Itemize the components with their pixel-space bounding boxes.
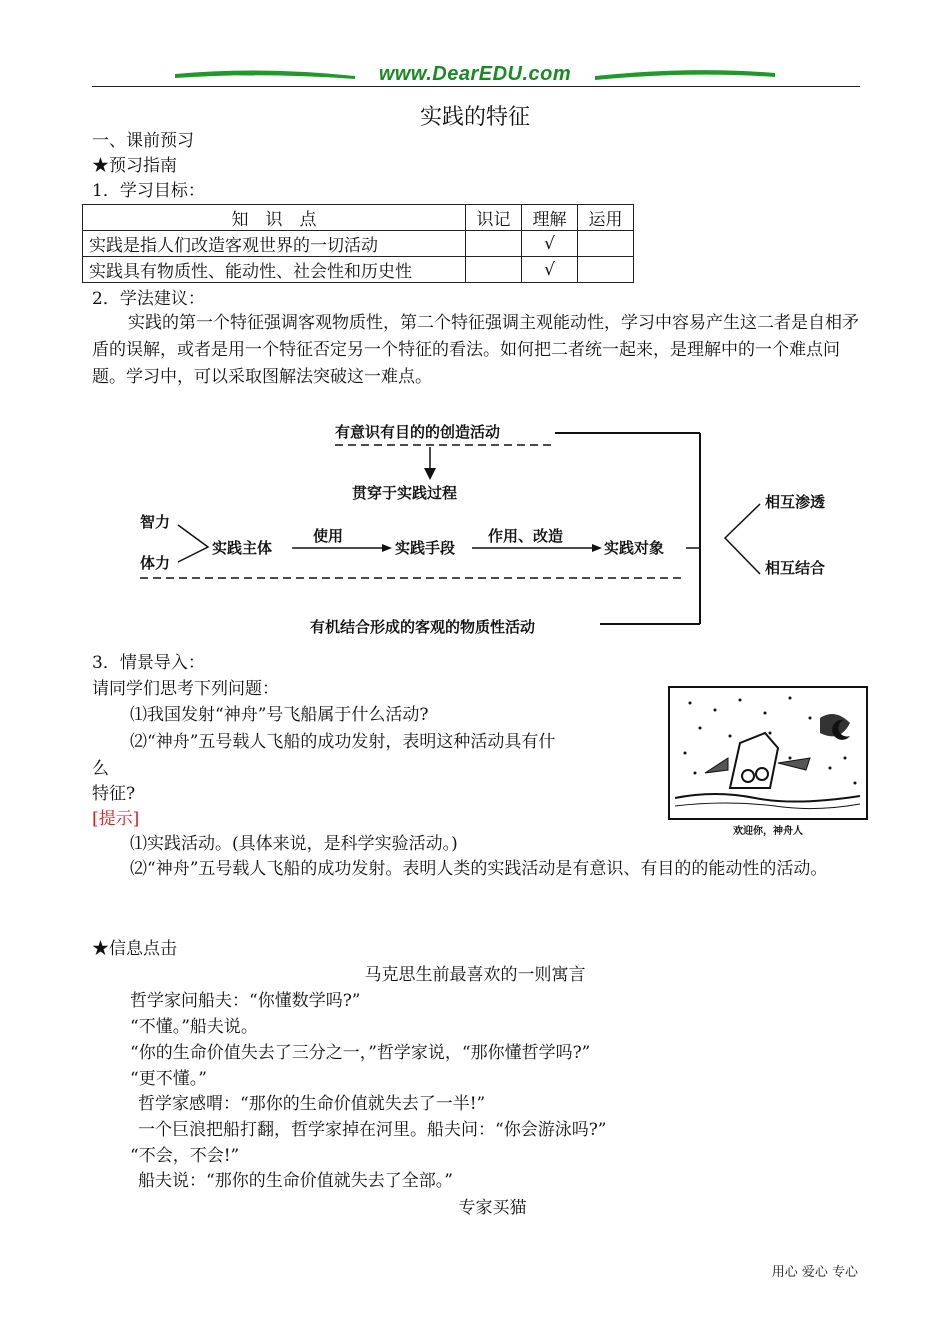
cartoon-drawing-icon bbox=[670, 688, 866, 818]
site-url[interactable]: www.DearEDU.com bbox=[378, 63, 572, 85]
apply-cell bbox=[578, 257, 634, 283]
remember-cell bbox=[466, 257, 522, 283]
diagram-mutual1-label: 相互渗透 bbox=[765, 493, 826, 511]
header-cell: 识记 bbox=[466, 205, 522, 231]
story-title: 马克思生前最喜欢的一则寓言 bbox=[364, 965, 586, 985]
diagram-use-label: 使用 bbox=[313, 527, 344, 545]
question-2: ⑵“神舟”五号载人飞船的成功发射，表明这种活动具有什 bbox=[130, 732, 556, 752]
shenzhou-cartoon-image bbox=[668, 686, 868, 820]
right-arrow-icon bbox=[382, 544, 392, 552]
story-line: 哲学家感喟：“那你的生命价值就失去了一半!” bbox=[138, 1094, 486, 1114]
hint-label: [提示] bbox=[92, 809, 140, 829]
knowledge-point: 实践具有物质性、能动性、社会性和历史性 bbox=[83, 257, 466, 283]
bracket-line bbox=[178, 525, 208, 562]
diagram-zhili-label: 智力 bbox=[140, 513, 171, 531]
answer-1: ⑴实践活动。(具体来说，是科学实验活动。) bbox=[130, 834, 458, 854]
header-rule bbox=[92, 86, 860, 87]
diagram-object-label: 实践对象 bbox=[604, 539, 665, 557]
understand-cell: √ bbox=[522, 257, 578, 283]
diagram-act-label: 作用、改造 bbox=[488, 527, 564, 545]
header-cell: 理解 bbox=[522, 205, 578, 231]
diagram-subject-label: 实践主体 bbox=[212, 539, 273, 557]
table-header-row bbox=[83, 205, 634, 231]
story-line: 一个巨浪把船打翻，哲学家掉在河里。船夫问：“你会游泳吗?” bbox=[138, 1120, 607, 1140]
down-arrow-icon bbox=[424, 468, 436, 480]
story-line: “更不懂。” bbox=[130, 1069, 207, 1089]
method-label: 2．学法建议： bbox=[92, 289, 205, 309]
section-heading: 一、课前预习 bbox=[92, 131, 194, 151]
scenario-label: 3．情景导入： bbox=[92, 653, 205, 673]
question-2-end: 特征? bbox=[92, 784, 136, 804]
goals-table bbox=[82, 204, 634, 283]
page-footer: 用心 爱心 专心 bbox=[771, 1265, 858, 1280]
story-line: 哲学家问船夫：“你懂数学吗?” bbox=[130, 991, 361, 1011]
info-heading: ★信息点击 bbox=[92, 939, 177, 959]
next-story-title: 专家买猫 bbox=[458, 1198, 527, 1218]
goals-label: 1．学习目标： bbox=[92, 181, 205, 201]
answer-2: ⑵“神舟”五号载人飞船的成功发射。表明人类的实践活动是有意识、有目的的能动性的活动。 bbox=[130, 859, 828, 879]
story-line: “不懂。”船夫说。 bbox=[130, 1017, 258, 1037]
question-2-cont: 么 bbox=[92, 759, 109, 779]
table-row bbox=[83, 257, 634, 283]
story-line: 船夫说：“那你的生命价值就失去了全部。” bbox=[138, 1171, 453, 1191]
guide-heading: ★预习指南 bbox=[92, 156, 177, 176]
practice-diagram bbox=[120, 410, 860, 640]
knowledge-point: 实践是指人们改造客观世界的一切活动 bbox=[83, 231, 466, 257]
header-cell: 运用 bbox=[578, 205, 634, 231]
diagram-top-label: 有意识有目的的创造活动 bbox=[335, 423, 501, 441]
scenario-prompt: 请同学们思考下列问题： bbox=[92, 679, 279, 699]
right-arrow-icon bbox=[592, 544, 602, 552]
question-1: ⑴我国发射“神舟”号飞船属于什么活动? bbox=[130, 705, 429, 725]
table-row bbox=[83, 231, 634, 257]
diagram-through-label: 贯穿于实践过程 bbox=[352, 484, 458, 502]
story-line: “不会，不会!” bbox=[130, 1146, 240, 1166]
apply-cell bbox=[578, 231, 634, 257]
diagram-means-label: 实践手段 bbox=[395, 539, 456, 557]
fork-line bbox=[725, 504, 760, 574]
diagram-mutual2-label: 相互结合 bbox=[765, 559, 826, 577]
diagram-bottom-label: 有机结合形成的客观的物质性活动 bbox=[310, 618, 536, 636]
header-cell: 知 识 点 bbox=[83, 205, 466, 231]
method-paragraph: 实践的第一个特征强调客观物质性，第二个特征强调主观能动性，学习中容易产生这二者是自相矛盾的误解，或者是用一个特征否定另一个特征的看法。如何把二者统一起来，是理解中的一个难点问题。学习中，可以采取图解法突破这一难点。 bbox=[92, 313, 859, 387]
cartoon-caption: 欢迎你，神舟人 bbox=[733, 826, 803, 837]
page-title: 实践的特征 bbox=[419, 105, 530, 130]
diagram-tili-label: 体力 bbox=[140, 554, 171, 572]
story-line: “你的生命价值失去了三分之一，”哲学家说，“那你懂哲学吗?” bbox=[130, 1043, 591, 1063]
remember-cell bbox=[466, 231, 522, 257]
understand-cell: √ bbox=[522, 231, 578, 257]
